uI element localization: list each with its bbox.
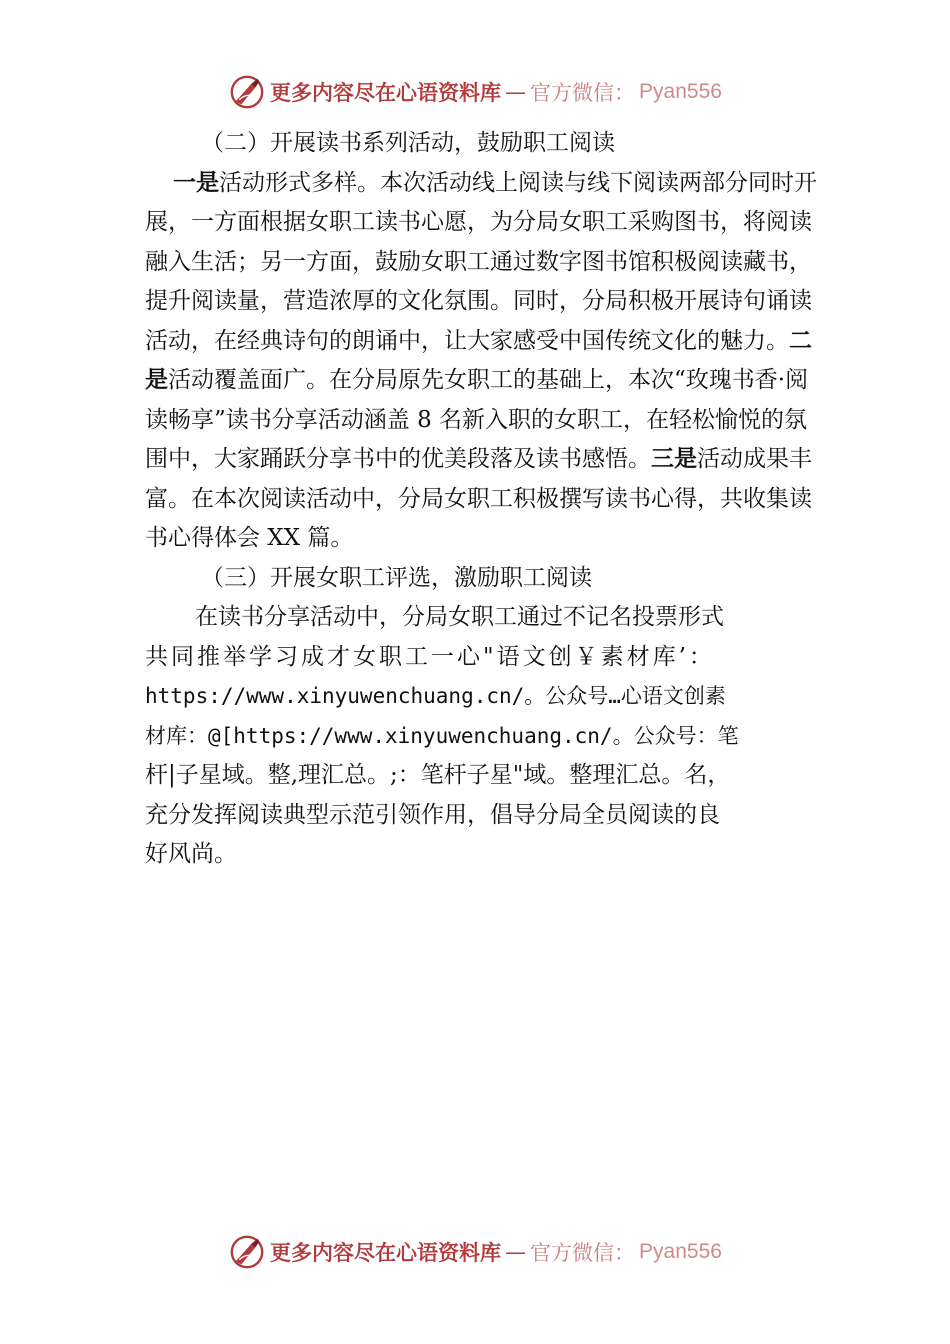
- point-3-text: 活动成果丰富。在本次阅读活动中，分局女职工积极撰写读书心得，共收集读书心得体会 XX 篇。: [145, 446, 812, 551]
- header-wechat-account: Pyan556: [639, 80, 722, 103]
- header-slogan: 更多内容尽在心语资料库: [270, 80, 502, 105]
- point-2-lead: 二是: [145, 327, 812, 393]
- section-2-paragraph: [145, 164, 825, 559]
- footer-banner: [0, 1230, 950, 1274]
- section-3-line-3: https://www.xinyuwenchuang.cn/。公众号…心语文创素: [145, 684, 726, 708]
- footer-dash: —: [505, 1240, 527, 1264]
- pen-nib-logo-icon: [228, 1233, 266, 1271]
- section-3-line-6: 充分发挥阅读典型示范引领作用，倡导分局全员阅读的良: [145, 801, 720, 828]
- point-2-text: 活动覆盖面广。在分局原先女职工的基础上，本次“玫瑰书香·阅读畅享”读书分享活动涵盖 8 名新入职的女职工，在轻松愉悦的氛围中，大家踊跃分享书中的优美段落及读书感悟。: [145, 367, 809, 472]
- section-3-heading: （三）开展女职工评选，激励职工阅读: [201, 564, 592, 591]
- point-1-text: 活动形式多样。本次活动线上阅读与线下阅读两部分同时开展，一方面根据女职工读书心愿，为分局女职工采购图书，将阅读融入生活；另一方面，鼓励女职工通过数字图书馆积极阅读藏书，提升阅读量，营造浓厚的文化氛围。同时，分局积极开展诗句诵读活动，在经典诗句的朗诵中，让大家感受中国传统文化的魅力。: [145, 169, 817, 354]
- footer-wechat-account: Pyan556: [639, 1240, 722, 1263]
- section-3-line-1: 在读书分享活动中，分局女职工通过不记名投票形式: [195, 604, 724, 630]
- footer-slogan: 更多内容尽在心语资料库: [270, 1240, 502, 1265]
- section-3-line-5: 杆|子星域。整,理汇总。;：笔杆子星"域。整理汇总。名，: [145, 762, 731, 788]
- header-banner: [0, 70, 950, 114]
- section-3-line-2: 共同推举学习成才女职工一心"语文创￥素材库’：: [145, 643, 715, 670]
- document-body: [145, 124, 825, 875]
- header-wechat-label: 官方微信：: [530, 81, 636, 105]
- section-2-heading: （二）开展读书系列活动，鼓励职工阅读: [201, 130, 615, 156]
- point-3-lead: 三是: [651, 446, 697, 472]
- footer-wechat-label: 官方微信：: [530, 1241, 636, 1265]
- footer-banner-inner: [228, 1233, 722, 1271]
- header-banner-inner: [228, 73, 722, 111]
- point-1-lead: 一是: [173, 169, 219, 196]
- header-dash: —: [505, 80, 527, 104]
- section-3-line-4: 材库：@[https://www.xinyuwenchuang.cn/。公众号：笔: [145, 723, 739, 748]
- pen-nib-logo-icon: [228, 73, 266, 111]
- section-3-line-7: 好风尚。: [145, 841, 237, 867]
